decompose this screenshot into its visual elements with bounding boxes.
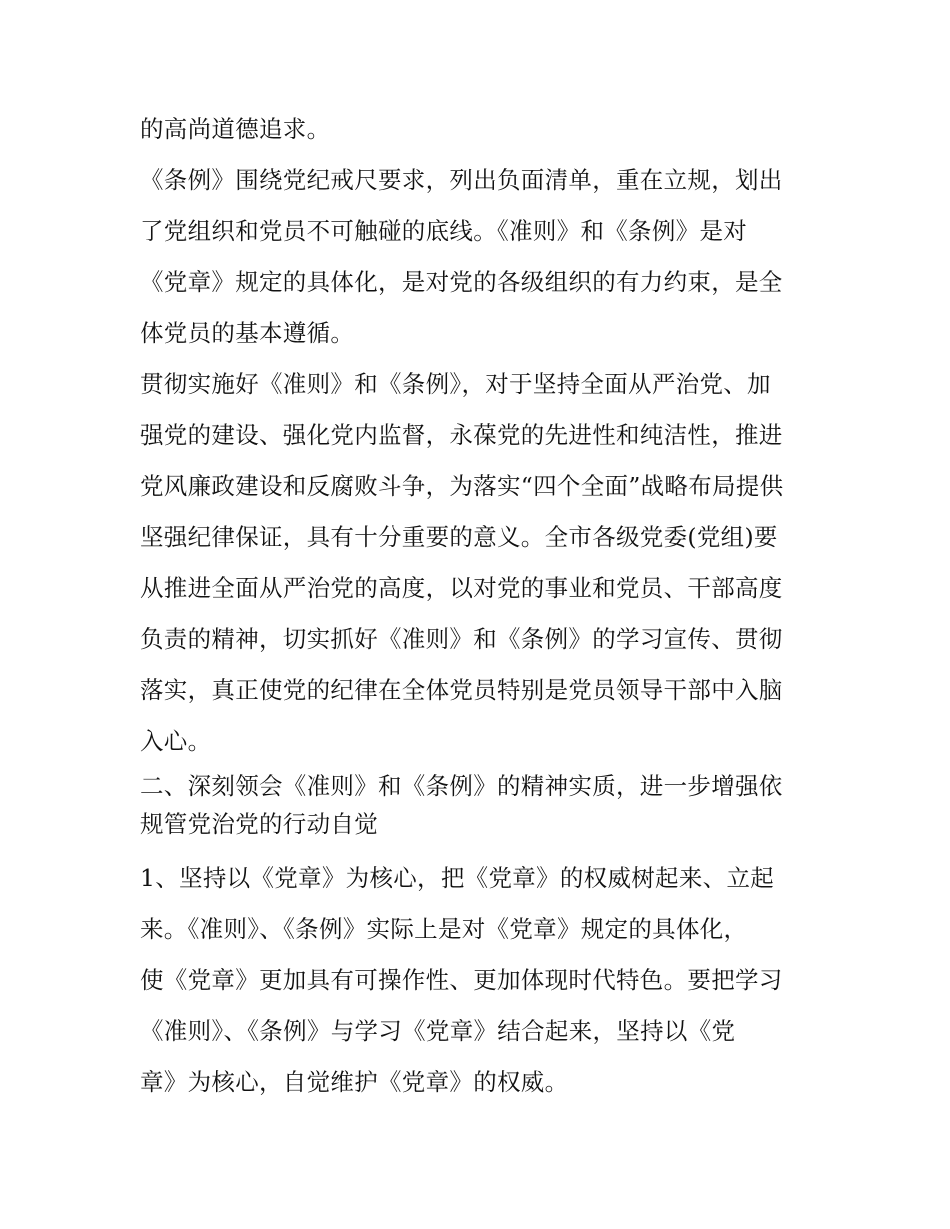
text-line: 强党的建设、强化党内监督，永葆党的先进性和纯洁性，推进 [140, 421, 783, 449]
text-line: 章》为核心，自觉维护《党章》的权威。 [140, 1068, 569, 1096]
text-line: 使《党章》更加具有可操作性、更加体现时代特色。要把学习 [140, 966, 783, 994]
text-line: 入心。 [140, 727, 212, 755]
text-line: 了党组织和党员不可触碰的底线。《准则》和《条例》是对 [140, 217, 748, 245]
text-line: 1、坚持以《党章》为核心，把《党章》的权威树起来、立起 [140, 864, 775, 892]
text-line: 从推进全面从严治党的高度，以对党的事业和党员、干部高度 [140, 574, 783, 602]
text-line: 来。《准则》、《条例》实际上是对《党章》规定的具体化， [140, 915, 748, 943]
text-line: 负责的精神，切实抓好《准则》和《条例》的学习宣传、贯彻 [140, 625, 783, 653]
text-line: 落实，真正使党的纪律在全体党员特别是党员领导干部中入脑 [140, 676, 783, 704]
text-line: 坚强纪律保证，具有十分重要的意义。全市各级党委(党组)要 [140, 523, 778, 551]
text-line: 贯彻实施好《准则》和《条例》，对于坚持全面从严治党、加 [140, 370, 771, 398]
text-line: 《准则》、《条例》与学习《党章》结合起来，坚持以《党 [140, 1017, 736, 1045]
section-heading-line: 规管党治党的行动自觉 [140, 810, 378, 838]
document-body [140, 104, 820, 1108]
spacer [140, 843, 820, 853]
text-line: 体党员的基本遵循。 [140, 319, 355, 347]
text-line: 《条例》围绕党纪戒尺要求，列出负面清单，重在立规，划出 [140, 166, 783, 194]
text-line: 党风廉政建设和反腐败斗争，为落实“四个全面”战略布局提供 [140, 472, 784, 500]
section-heading-line: 二、深刻领会《准则》和《条例》的精神实质，进一步增强依 [140, 772, 783, 800]
text-line: 《党章》规定的具体化，是对党的各级组织的有力约束，是全 [140, 268, 783, 296]
text-line: 的高尚道德追求。 [140, 115, 331, 143]
